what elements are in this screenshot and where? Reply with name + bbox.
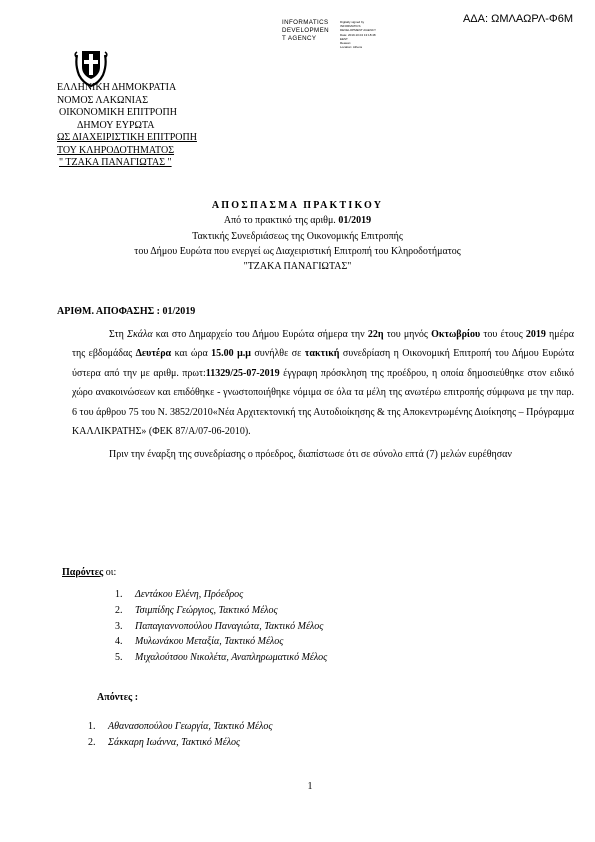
issuer-header [57, 82, 197, 170]
subtitle-prefix: Από το πρακτικό της αριθμ. [223, 215, 339, 226]
signature-line: T AGENCY [282, 35, 317, 42]
signature-detail-line: DEVELOPMENT AGENCY [340, 28, 376, 33]
absent-members-label: Απόντες : [97, 692, 139, 703]
subtitle-acting-as: του Δήμου Ευρώτα που ενεργεί ως Διαχειριστική Επιτροπή του Κληροδοτήματος [134, 246, 461, 257]
signature-detail-line: Location: Athens [340, 45, 363, 50]
signature-details [340, 20, 376, 49]
present-members-list [115, 587, 327, 666]
signature-detail-line: EEST [340, 36, 348, 41]
session-weekday: Δευτέρα [135, 348, 172, 360]
session-year: 2019 [525, 329, 546, 340]
session-type: τακτική [304, 348, 340, 360]
body-text [72, 325, 574, 465]
list-item: 3. Παπαγιαννοπούλου Παναγιώτα, Τακτικό Μέλος [115, 620, 324, 632]
page-number: 1 [307, 781, 313, 792]
session-place: Σκάλα [127, 329, 153, 340]
document-title: ΑΠΟΣΠΑΣΜΑ ΠΡΑΚΤΙΚΟΥ [211, 200, 384, 211]
absent-members-list [88, 719, 272, 751]
paragraph-session-details: Στη Σκάλα και στο Δημαρχείο του Δήμου Ευρώτα σήμερα την 22η του μηνός Οκτωβρίου του έτους 2019 ημέρα της εβδομάδας Δευτέρα και ώρα 15.00 μ.μ συνήλθε σε τακτική συνεδρίαση η Οικονομική Επιτροπή του Δήμου Ευρώτα ύστερα από την με αριθμ. πρωτ:11329/25-07-2019 έγγραφη πρόσκληση της προέδρου, η οποία δημοσιεύθηκε στον ειδικό χώρο ανακοινώσεων και επιδόθηκε - γνωστοποιήθηκε νόμιμα σε όλα τα μέλη της ανωτέρω επιτροπής σύμφωνα με την παρ. 6 του άρθρου 75 του Ν. 3852/2010«Νέα Αρχιτεκτονική της Αυτοδιοίκησης & της Αποκεντρωμένης Διοίκησης – Πρόγραμμα ΚΑΛΛΙΚΡΑΤΗΣ» (ΦΕΚ 87/Α/07-06-2010). [72, 329, 574, 438]
signature-detail-line: Reason: [340, 41, 352, 46]
subtitle-session-type: Τακτικής Συνεδριάσεως της Οικονομικής Επιτροπής [192, 231, 403, 242]
signature-line: DEVELOPMEN [282, 27, 329, 34]
list-item: 5. Μιχαλούτσου Νικολέτα, Αναπληρωματικό Μέλος [115, 652, 328, 664]
session-month: Οκτωβρίου [431, 329, 481, 340]
digital-signature-stamp [282, 19, 402, 49]
signature-detail-line: INFORMATICS [340, 24, 361, 29]
signature-org-name [282, 19, 329, 43]
signature-detail-line: Digitally signed by [340, 20, 365, 24]
invitation-protocol-number: 11329/25-07-2019 [205, 367, 280, 379]
list-item: 1. Αθανασοπούλου Γεωργία, Τακτικό Μέλος [88, 721, 273, 732]
decision-number: ΑΡΙΘΜ. ΑΠΟΦΑΣΗΣ : 01/2019 [57, 306, 196, 317]
present-members-label: Παρόντες οι: [62, 567, 117, 578]
header-line-management-committee: ΩΣ ΔΙΑΧΕΙΡΙΣΤΙΚΗ ΕΠΙΤΡΟΠΗ [57, 132, 197, 143]
list-item: 4. Μυλωνάκου Μεταξία, Τακτικό Μέλος [115, 636, 284, 648]
ada-code: ΑΔΑ: ΩΜΛΑΩΡΛ-Φ6Μ [462, 13, 573, 25]
greek-coat-of-arms-icon [73, 45, 109, 87]
paragraph-quorum: Πριν την έναρξη της συνεδρίασης ο πρόεδρος, διαπίστωσε ότι σε σύνολο επτά (7) μελών ευρέθησαν [109, 449, 512, 461]
session-time: 15.00 μ.μ [211, 348, 251, 360]
minutes-number: 01/2019 [338, 215, 372, 226]
subtitle-bequest-name: "ΤΖΑΚΑ ΠΑΝΑΓΙΩΤΑΣ" [243, 261, 352, 272]
header-line-committee: ΟΙΚΟΝΟΜΙΚΗ ΕΠΙΤΡΟΠΗ [59, 107, 177, 118]
header-line-republic: ΕΛΛΗΝΙΚΗ ΔΗΜΟΚΡΑΤΙΑ [57, 82, 177, 93]
header-line-municipality: ΔΗΜΟΥ ΕΥΡΩΤΑ [77, 119, 155, 131]
signature-line: INFORMATICS [282, 19, 329, 26]
signature-detail-line: Date: 2019.10.04 13:18:48 [340, 32, 376, 37]
list-item: 1. Δεντάκου Ελένη, Πρόεδρος [115, 589, 244, 600]
subtitle-minutes-number [0, 215, 595, 228]
header-line-prefecture: ΝΟΜΟΣ ΛΑΚΩΝΙΑΣ [57, 94, 149, 106]
session-day: 22η [367, 329, 384, 340]
header-line-bequest-name: " ΤΖΑΚΑ ΠΑΝΑΓΙΩΤΑΣ " [59, 157, 172, 168]
list-item: 2. Σάκκαρη Ιωάννα, Τακτικό Μέλος [88, 736, 241, 748]
header-line-bequest: ΤΟΥ ΚΛΗΡΟΔΟΤΗΜΑΤΟΣ [57, 144, 175, 156]
list-item: 2. Τσιμπίδης Γεώργιος, Τακτικό Μέλος [115, 604, 278, 616]
